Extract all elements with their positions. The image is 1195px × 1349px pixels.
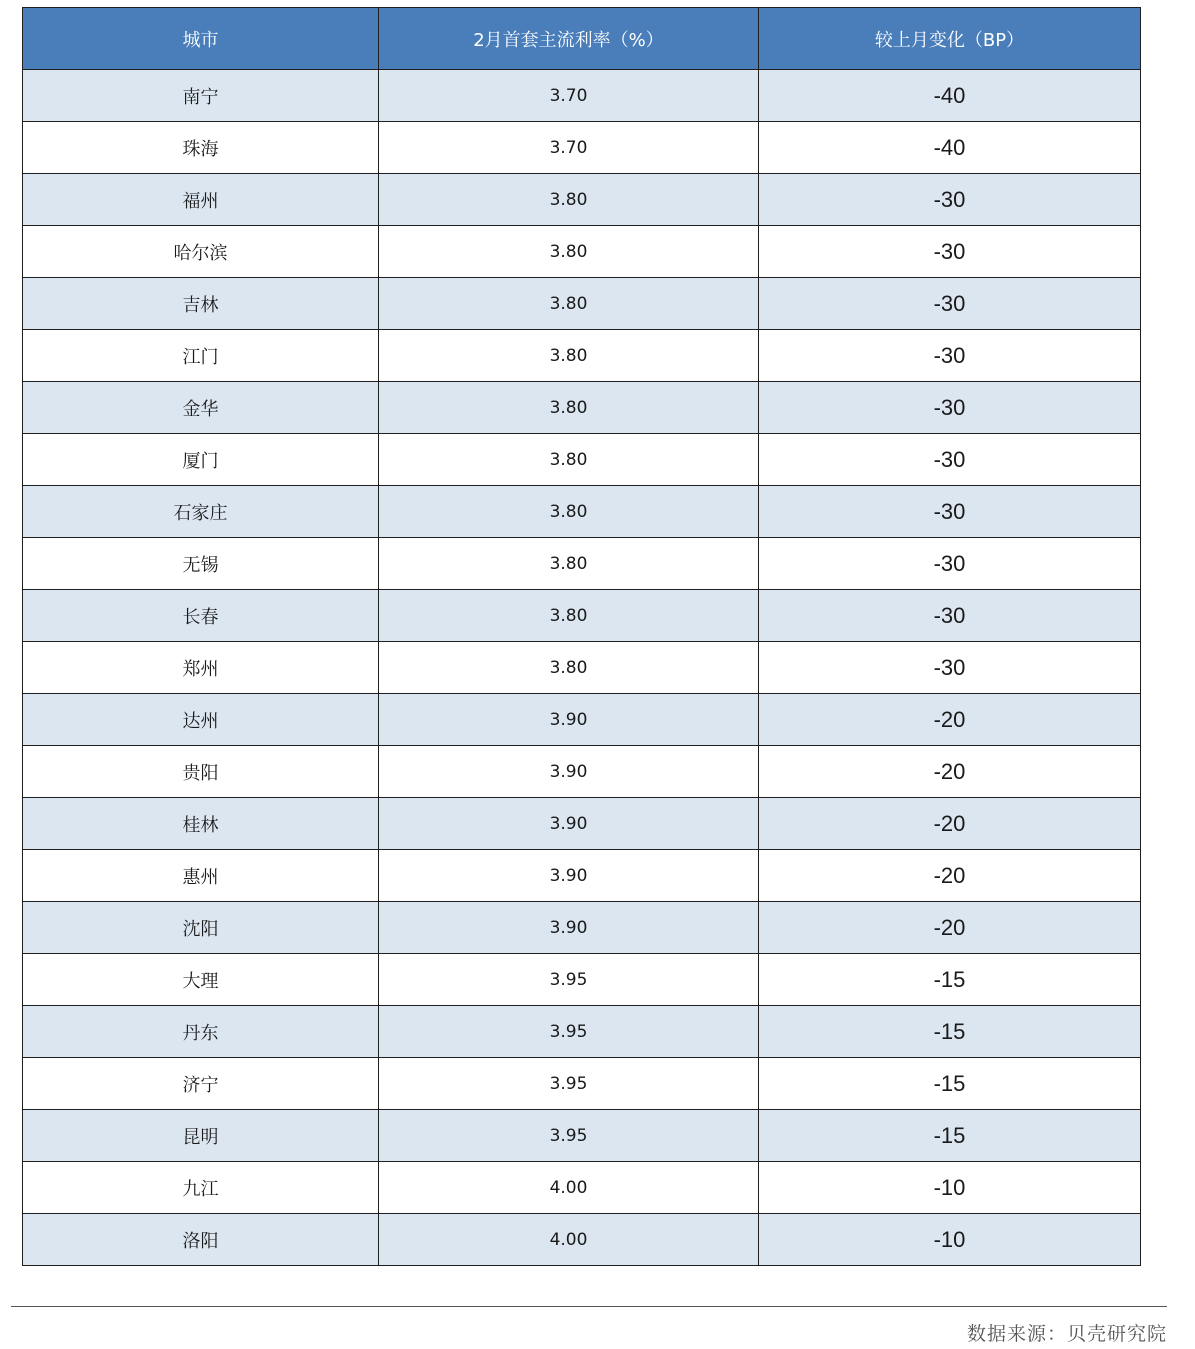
table-row	[23, 278, 1141, 330]
header-city: 城市	[23, 8, 379, 70]
city-cell: 无锡	[23, 538, 379, 590]
rate-cell: 3.90	[379, 798, 759, 850]
table-row	[23, 746, 1141, 798]
city-cell: 福州	[23, 174, 379, 226]
header-change: 较上月变化（BP）	[759, 8, 1141, 70]
city-cell: 长春	[23, 590, 379, 642]
change-cell: -30	[759, 434, 1141, 486]
change-cell: -30	[759, 174, 1141, 226]
city-cell: 惠州	[23, 850, 379, 902]
table-row	[23, 382, 1141, 434]
city-cell: 郑州	[23, 642, 379, 694]
header-rate: 2月首套主流利率（%）	[379, 8, 759, 70]
rate-cell: 3.80	[379, 278, 759, 330]
table-row	[23, 1214, 1141, 1266]
rate-cell: 3.70	[379, 70, 759, 122]
table-row	[23, 486, 1141, 538]
rate-cell: 3.80	[379, 226, 759, 278]
rate-cell: 3.80	[379, 382, 759, 434]
city-cell: 南宁	[23, 70, 379, 122]
change-cell: -20	[759, 746, 1141, 798]
change-cell: -20	[759, 850, 1141, 902]
rate-cell: 3.80	[379, 590, 759, 642]
table-row	[23, 850, 1141, 902]
city-cell: 江门	[23, 330, 379, 382]
city-cell: 厦门	[23, 434, 379, 486]
data-source-note: 数据来源：贝壳研究院	[966, 1323, 1167, 1345]
table-row	[23, 70, 1141, 122]
change-cell: -30	[759, 590, 1141, 642]
city-cell: 丹东	[23, 1006, 379, 1058]
table-row	[23, 226, 1141, 278]
change-cell: -20	[759, 694, 1141, 746]
change-cell: -30	[759, 226, 1141, 278]
city-cell: 济宁	[23, 1058, 379, 1110]
rate-cell: 4.00	[379, 1162, 759, 1214]
rate-cell: 3.70	[379, 122, 759, 174]
rate-cell: 3.80	[379, 330, 759, 382]
city-cell: 洛阳	[23, 1214, 379, 1266]
table-body	[23, 70, 1141, 1266]
table-header-row	[23, 8, 1141, 70]
rate-cell: 3.90	[379, 850, 759, 902]
change-cell: -30	[759, 642, 1141, 694]
city-cell: 哈尔滨	[23, 226, 379, 278]
rate-cell: 3.95	[379, 1058, 759, 1110]
table-row	[23, 1058, 1141, 1110]
change-cell: -10	[759, 1162, 1141, 1214]
city-cell: 桂林	[23, 798, 379, 850]
change-cell: -30	[759, 486, 1141, 538]
change-cell: -10	[759, 1214, 1141, 1266]
table-row	[23, 174, 1141, 226]
mortgage-rate-table	[22, 7, 1141, 1266]
table-row	[23, 1110, 1141, 1162]
footer-divider	[11, 1306, 1167, 1307]
city-cell: 九江	[23, 1162, 379, 1214]
change-cell: -40	[759, 122, 1141, 174]
change-cell: -30	[759, 538, 1141, 590]
change-cell: -30	[759, 278, 1141, 330]
table-row	[23, 590, 1141, 642]
table-row	[23, 902, 1141, 954]
change-cell: -15	[759, 1110, 1141, 1162]
city-cell: 大理	[23, 954, 379, 1006]
table-row	[23, 954, 1141, 1006]
city-cell: 沈阳	[23, 902, 379, 954]
table-row	[23, 122, 1141, 174]
rate-cell: 3.80	[379, 434, 759, 486]
table-row	[23, 798, 1141, 850]
rate-cell: 3.80	[379, 486, 759, 538]
table-row	[23, 694, 1141, 746]
change-cell: -30	[759, 330, 1141, 382]
table-row	[23, 1006, 1141, 1058]
change-cell: -40	[759, 70, 1141, 122]
city-cell: 吉林	[23, 278, 379, 330]
city-cell: 金华	[23, 382, 379, 434]
rate-table-container	[22, 7, 1140, 1266]
change-cell: -15	[759, 1058, 1141, 1110]
city-cell: 昆明	[23, 1110, 379, 1162]
rate-cell: 3.90	[379, 694, 759, 746]
change-cell: -20	[759, 902, 1141, 954]
rate-cell: 3.80	[379, 538, 759, 590]
change-cell: -20	[759, 798, 1141, 850]
table-row	[23, 642, 1141, 694]
rate-cell: 3.90	[379, 902, 759, 954]
change-cell: -30	[759, 382, 1141, 434]
change-cell: -15	[759, 954, 1141, 1006]
table-row	[23, 538, 1141, 590]
rate-cell: 3.95	[379, 954, 759, 1006]
table-row	[23, 434, 1141, 486]
rate-cell: 3.80	[379, 174, 759, 226]
table-row	[23, 1162, 1141, 1214]
city-cell: 珠海	[23, 122, 379, 174]
rate-cell: 3.90	[379, 746, 759, 798]
table-row	[23, 330, 1141, 382]
city-cell: 达州	[23, 694, 379, 746]
rate-cell: 3.95	[379, 1006, 759, 1058]
city-cell: 贵阳	[23, 746, 379, 798]
rate-cell: 3.95	[379, 1110, 759, 1162]
rate-cell: 3.80	[379, 642, 759, 694]
change-cell: -15	[759, 1006, 1141, 1058]
city-cell: 石家庄	[23, 486, 379, 538]
rate-cell: 4.00	[379, 1214, 759, 1266]
